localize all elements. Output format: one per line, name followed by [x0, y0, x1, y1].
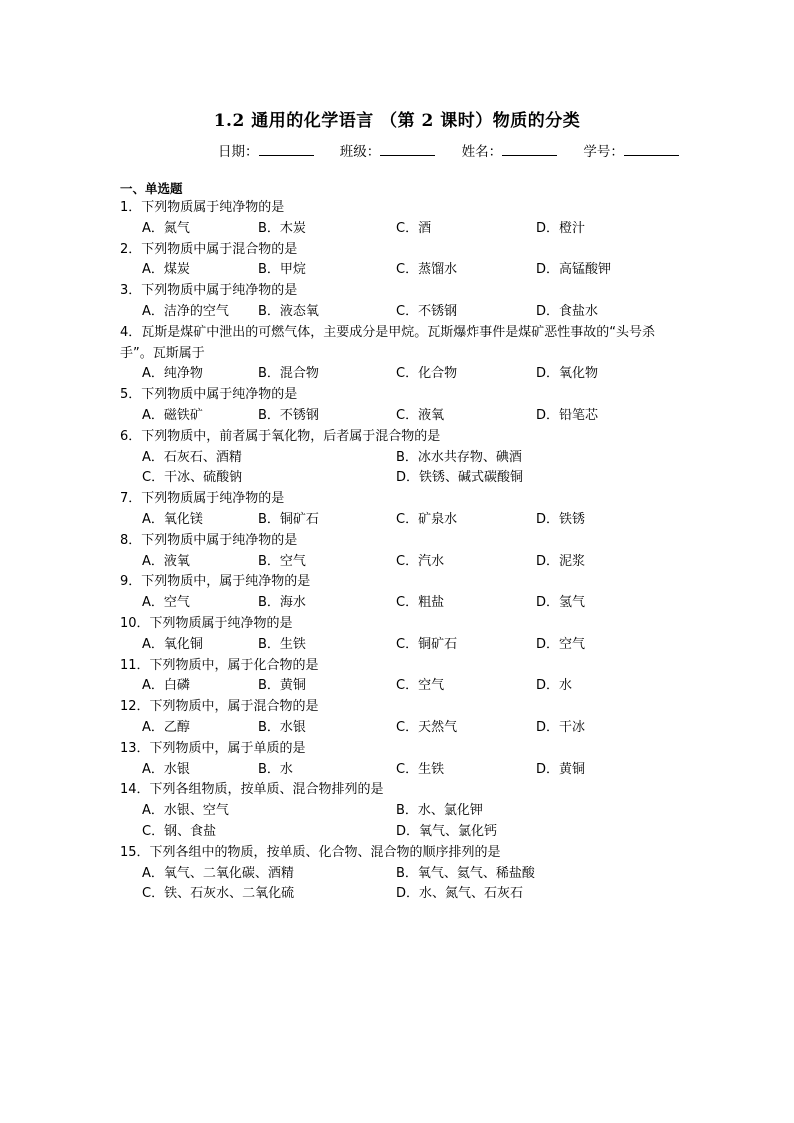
answer-option[interactable]: A．纯净物 — [142, 366, 203, 382]
answer-option[interactable]: C．汽水 — [396, 553, 445, 569]
answer-option[interactable]: C．生铁 — [396, 761, 445, 777]
answer-option[interactable]: C．钢、食盐 — [142, 823, 217, 839]
name-blank[interactable] — [502, 143, 557, 156]
question-stem: 10．下列物质属于纯净物的是 — [120, 615, 293, 631]
question-item — [120, 614, 680, 656]
answer-option[interactable]: B．混合物 — [258, 366, 319, 382]
answer-option[interactable]: B．生铁 — [258, 636, 306, 652]
answer-option[interactable]: A．空气 — [142, 595, 190, 611]
answer-option[interactable]: C．粗盐 — [396, 595, 445, 611]
answer-option[interactable]: D．干冰 — [536, 719, 586, 735]
question-stem: 11．下列物质中，属于化合物的是 — [120, 657, 319, 673]
student-info-line — [218, 140, 701, 160]
answer-option[interactable]: C．干冰、硫酸钠 — [142, 470, 243, 486]
question-stem: 15．下列各组中的物质，按单质、化合物、混合物的顺序排列的是 — [120, 844, 501, 860]
answer-option[interactable]: A．氧气、二氧化碳、酒精 — [142, 865, 294, 881]
option-row — [120, 510, 680, 531]
answer-option[interactable]: A．水银、空气 — [142, 803, 229, 819]
option-row — [120, 219, 680, 240]
question-stem: 6．下列物质中，前者属于氧化物，后者属于混合物的是 — [120, 428, 441, 444]
answer-option[interactable]: A．煤炭 — [142, 262, 190, 278]
question-stem: 5．下列物质中属于纯净物的是 — [120, 387, 298, 403]
answer-option[interactable]: B．空气 — [258, 553, 306, 569]
answer-option[interactable]: C．铜矿石 — [396, 636, 458, 652]
question-stem: 1．下列物质属于纯净物的是 — [120, 200, 285, 215]
date-field — [218, 144, 314, 160]
question-stem: 13．下列物质中，属于单质的是 — [120, 740, 306, 756]
answer-option[interactable]: B．水、氯化钾 — [396, 803, 483, 819]
answer-option[interactable]: C．不锈钢 — [396, 303, 458, 319]
option-row — [120, 884, 680, 905]
answer-option[interactable]: D．高锰酸钾 — [536, 262, 612, 278]
answer-option[interactable]: D．水、氮气、石灰石 — [396, 886, 524, 902]
number-label: 学号： — [583, 144, 624, 160]
answer-option[interactable]: C．液氧 — [396, 407, 445, 423]
answer-option[interactable]: D．黄铜 — [536, 761, 586, 777]
section-heading: 一、单选题 — [120, 181, 183, 196]
answer-option[interactable]: A．液氧 — [142, 553, 190, 569]
answer-option[interactable]: D．氧化物 — [536, 366, 599, 382]
answer-option[interactable]: D．泥浆 — [536, 553, 586, 569]
answer-option[interactable]: D．氢气 — [536, 595, 586, 611]
questions-container — [120, 198, 680, 905]
question-item — [120, 697, 680, 739]
question-item — [120, 281, 680, 323]
option-row — [120, 676, 680, 697]
option-row — [120, 260, 680, 281]
option-row — [120, 448, 680, 469]
answer-option[interactable]: B．海水 — [258, 595, 306, 611]
question-item — [120, 198, 680, 240]
question-item — [120, 427, 680, 489]
number-blank[interactable] — [624, 143, 679, 156]
class-label: 班级： — [339, 144, 381, 160]
question-item — [120, 656, 680, 698]
answer-option[interactable]: D．橙汁 — [536, 220, 586, 236]
answer-option[interactable]: A．氧化铜 — [142, 636, 203, 652]
question-item — [120, 531, 680, 573]
answer-option[interactable]: B．木炭 — [258, 220, 306, 236]
question-stem: 3．下列物质中属于纯净物的是 — [120, 283, 298, 299]
document-title: 1.2 通用的化学语言 （第 2 课时）物质的分类 — [213, 111, 581, 131]
answer-option[interactable]: B．甲烷 — [258, 262, 306, 278]
answer-option[interactable]: B．冰水共存物、碘酒 — [396, 449, 522, 465]
answer-option[interactable]: D．氧气、氯化钙 — [396, 823, 498, 839]
question-item — [120, 240, 680, 282]
answer-option[interactable]: B．不锈钢 — [258, 407, 319, 423]
question-item — [120, 843, 680, 905]
option-row — [120, 760, 680, 781]
answer-option[interactable]: B．水银 — [258, 719, 306, 735]
question-stem: 7．下列物质属于纯净物的是 — [120, 491, 285, 507]
answer-option[interactable]: B．铜矿石 — [258, 511, 319, 527]
question-list — [120, 180, 680, 905]
question-item — [120, 572, 680, 614]
question-item — [120, 739, 680, 781]
class-field — [340, 144, 436, 160]
class-blank[interactable] — [380, 143, 435, 156]
answer-option[interactable]: B．氧气、氦气、稀盐酸 — [396, 865, 535, 881]
answer-option[interactable]: C．化合物 — [396, 366, 458, 382]
question-item — [120, 780, 680, 842]
answer-option[interactable]: C．空气 — [396, 678, 445, 694]
number-field — [583, 144, 679, 160]
answer-option[interactable]: A．石灰石、酒精 — [142, 449, 242, 465]
answer-option[interactable]: A．氧化镁 — [142, 511, 203, 527]
answer-option[interactable]: C．蒸馏水 — [396, 262, 458, 278]
question-stem: 4．瓦斯是煤矿中泄出的可燃气体，主要成分是甲烷。瓦斯爆炸事件是煤矿恶性事故的“头号杀手”。瓦斯属于 — [120, 324, 656, 361]
answer-option[interactable]: B．黄铜 — [258, 678, 306, 694]
option-row — [120, 406, 680, 427]
answer-option[interactable]: D．水 — [536, 678, 573, 694]
option-row — [120, 718, 680, 739]
answer-option[interactable]: B．液态氧 — [258, 303, 319, 319]
question-stem: 2．下列物质中属于混合物的是 — [120, 241, 298, 257]
question-item — [120, 323, 680, 385]
question-stem: 14．下列各组物质，按单质、混合物排列的是 — [120, 782, 384, 798]
question-stem: 12．下列物质中，属于混合物的是 — [120, 699, 319, 715]
question-stem: 8．下列物质中属于纯净物的是 — [120, 532, 298, 548]
question-item — [120, 489, 680, 531]
answer-option[interactable]: A．白磷 — [142, 678, 190, 694]
question-item — [120, 385, 680, 427]
answer-option[interactable]: D．铁锈、碱式碳酸铜 — [396, 470, 524, 486]
option-row — [120, 822, 680, 843]
name-field — [462, 144, 558, 160]
date-blank[interactable] — [259, 143, 314, 156]
option-row — [120, 593, 680, 614]
option-row — [120, 635, 680, 656]
answer-option[interactable]: D．食盐水 — [536, 303, 599, 319]
answer-option[interactable]: A．乙醇 — [142, 719, 190, 735]
answer-option[interactable]: D．空气 — [536, 636, 586, 652]
answer-option[interactable]: A．洁净的空气 — [142, 303, 229, 319]
answer-option[interactable]: C．矿泉水 — [396, 511, 458, 527]
option-row — [120, 801, 680, 822]
answer-option[interactable]: A．氮气 — [142, 220, 190, 236]
answer-option[interactable]: D．铁锈 — [536, 511, 586, 527]
answer-option[interactable]: A．磁铁矿 — [142, 407, 203, 423]
answer-option[interactable]: C．铁、石灰水、二氧化硫 — [142, 886, 295, 902]
option-row — [120, 364, 680, 385]
name-label: 姓名： — [461, 144, 503, 160]
answer-option[interactable]: D．铅笔芯 — [536, 407, 599, 423]
option-row — [120, 468, 680, 489]
answer-option[interactable]: B．水 — [258, 761, 293, 777]
date-label: 日期： — [218, 144, 259, 160]
answer-option[interactable]: A．水银 — [142, 761, 190, 777]
answer-option[interactable]: C．酒 — [396, 220, 432, 236]
option-row — [120, 552, 680, 573]
option-row — [120, 864, 680, 885]
answer-option[interactable]: C．天然气 — [396, 719, 458, 735]
question-stem: 9．下列物质中，属于纯净物的是 — [120, 574, 311, 590]
option-row — [120, 302, 680, 323]
